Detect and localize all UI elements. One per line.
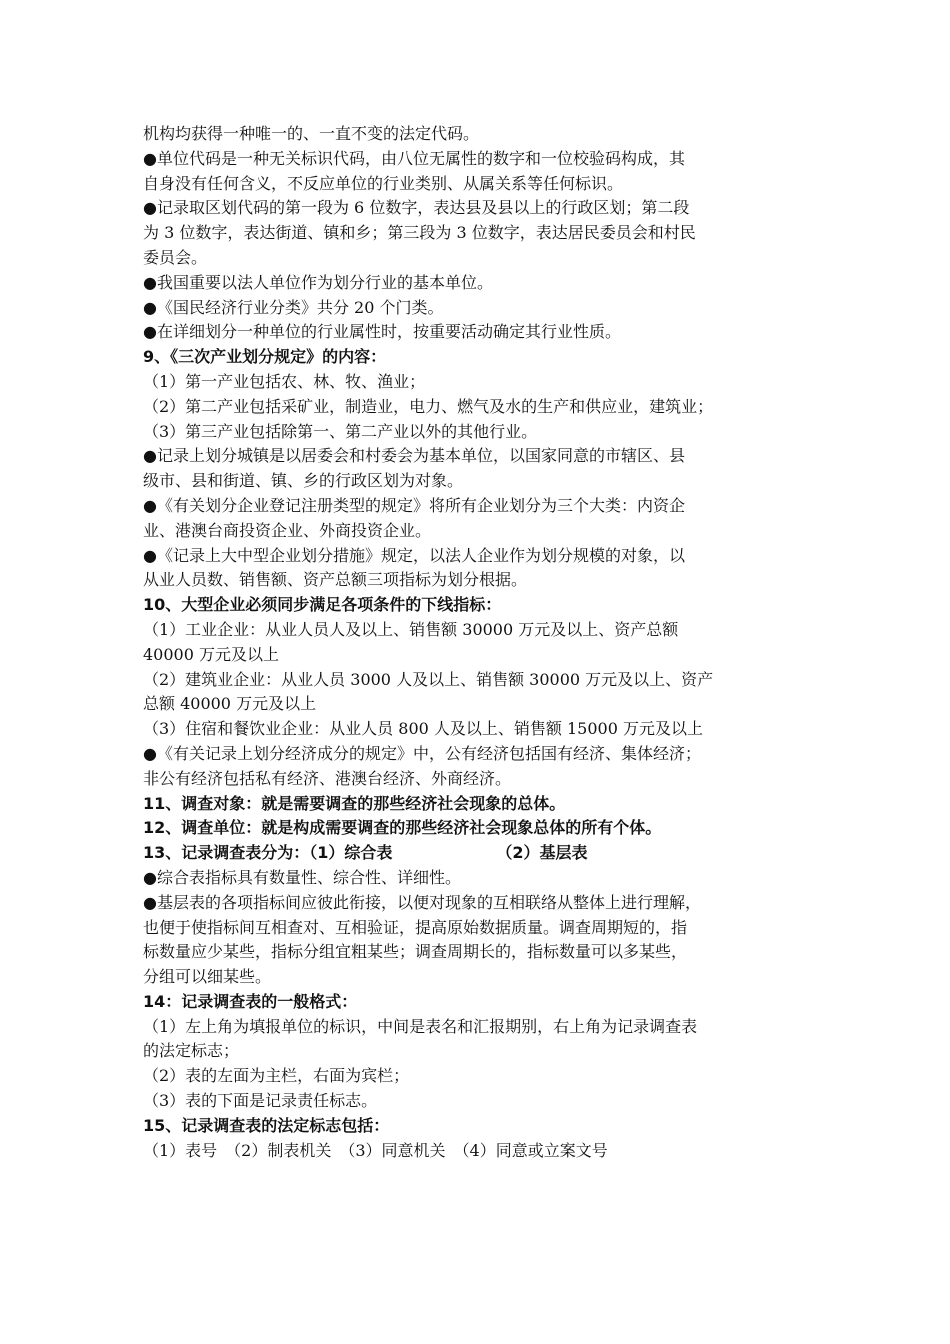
- text-line: ●基层表的各项指标间应彼此衔接，以便对现象的互相联络从整体上进行理解，: [143, 892, 701, 912]
- text-line: ●《有关记录上划分经济成分的规定》中，公有经济包括国有经济、集体经济；: [143, 743, 701, 763]
- text-line: ●《有关划分企业登记注册类型的规定》将所有企业划分为三个大类：内资企: [143, 495, 685, 515]
- text-line: （3）住宿和餐饮业企业：从业人员 800 人及以上、销售额 15000 万元及以上: [143, 719, 703, 739]
- text-line: 的法定标志；: [143, 1041, 240, 1061]
- text-line: 也便于使指标间互相查对、互相验证，提高原始数据质量。调查周期短的，指: [143, 917, 688, 937]
- section-heading: 10、大型企业必须同步满足各项条件的下线指标：: [143, 595, 502, 615]
- text-line: 委员会。: [143, 247, 208, 267]
- text-line: 标数量应少某些，指标分组宜粗某些；调查周期长的，指标数量可以多某些，: [143, 942, 688, 962]
- text-line: ●记录上划分城镇是以居委会和村委会为基本单位，以国家同意的市辖区、县: [143, 446, 685, 466]
- text-line: 业、港澳台商投资企业、外商投资企业。: [143, 520, 432, 540]
- section-heading: 9、《三次产业划分规定》的内容：: [143, 347, 387, 367]
- text-line: ●我国重要以法人单位作为划分行业的基本单位。: [143, 272, 493, 292]
- text-line: ●综合表指标具有数量性、综合性、详细性。: [143, 867, 461, 887]
- text-line: 总额 40000 万元及以上: [143, 694, 317, 714]
- text-line: （1）左上角为填报单位的标识，中间是表名和汇报期别，右上角为记录调查表: [143, 1016, 698, 1036]
- text-line: ●单位代码是一种无关标识代码，由八位无属性的数字和一位校验码构成，其: [143, 148, 685, 168]
- section-heading: 12、调查单位：就是构成需要调查的那些经济社会现象总体的所有个体。: [143, 818, 662, 838]
- text-line: 分组可以细某些。: [143, 967, 272, 987]
- text-line: 从业人员数、销售额、资产总额三项指标为划分根据。: [143, 570, 528, 590]
- text-line: 非公有经济包括私有经济、港澳台经济、外商经济。: [143, 768, 512, 788]
- text-line: （3）第三产业包括除第一、第二产业以外的其他行业。: [143, 421, 538, 441]
- text-line: （2）第二产业包括采矿业，制造业，电力、燃气及水的生产和供应业，建筑业；: [143, 396, 714, 416]
- text-line: ●在详细划分一种单位的行业属性时，按重要活动确定其行业性质。: [143, 322, 621, 342]
- section-heading: 11、调查对象：就是需要调查的那些经济社会现象的总体。: [143, 793, 566, 813]
- text-line: （1）第一产业包括农、林、牧、渔业；: [143, 371, 426, 391]
- section-heading: 13、记录调查表分为：（1）综合表 （2）基层表: [143, 843, 588, 863]
- text-line: 自身没有任何含义，不反应单位的行业类别、从属关系等任何标识。: [143, 173, 624, 193]
- text-line: （3）表的下面是记录责任标志。: [143, 1091, 378, 1111]
- text-line: （2）表的左面为主栏，右面为宾栏；: [143, 1066, 410, 1086]
- text-line: （1）表号 （2）制表机关 （3）同意机关 （4）同意或立案文号: [143, 1140, 608, 1160]
- text-line: ●记录取区划代码的第一段为 6 位数字，表达县及县以上的行政区划；第二段: [143, 198, 690, 218]
- text-line: （1）工业企业：从业人员人及以上、销售额 30000 万元及以上、资产总额: [143, 619, 679, 639]
- text-line: 为 3 位数字，表达街道、镇和乡；第三段为 3 位数字，表达居民委员会和村民: [143, 223, 696, 243]
- section-heading: 15、记录调查表的法定标志包括：: [143, 1115, 390, 1135]
- text-line: ●《记录上大中型企业划分措施》规定，以法人企业作为划分规模的对象，以: [143, 545, 685, 565]
- text-line: 级市、县和街道、镇、乡的行政区划为对象。: [143, 471, 464, 491]
- section-heading: 14：记录调查表的一般格式：: [143, 991, 358, 1011]
- text-line: 40000 万元及以上: [143, 644, 279, 664]
- text-line: ●《国民经济行业分类》共分 20 个门类。: [143, 297, 444, 317]
- document-page: [143, 122, 823, 1163]
- text-line: （2）建筑业企业：从业人员 3000 人及以上、销售额 30000 万元及以上、资产: [143, 669, 714, 689]
- text-line: 机构均获得一种唯一的、一直不变的法定代码。: [143, 124, 480, 143]
